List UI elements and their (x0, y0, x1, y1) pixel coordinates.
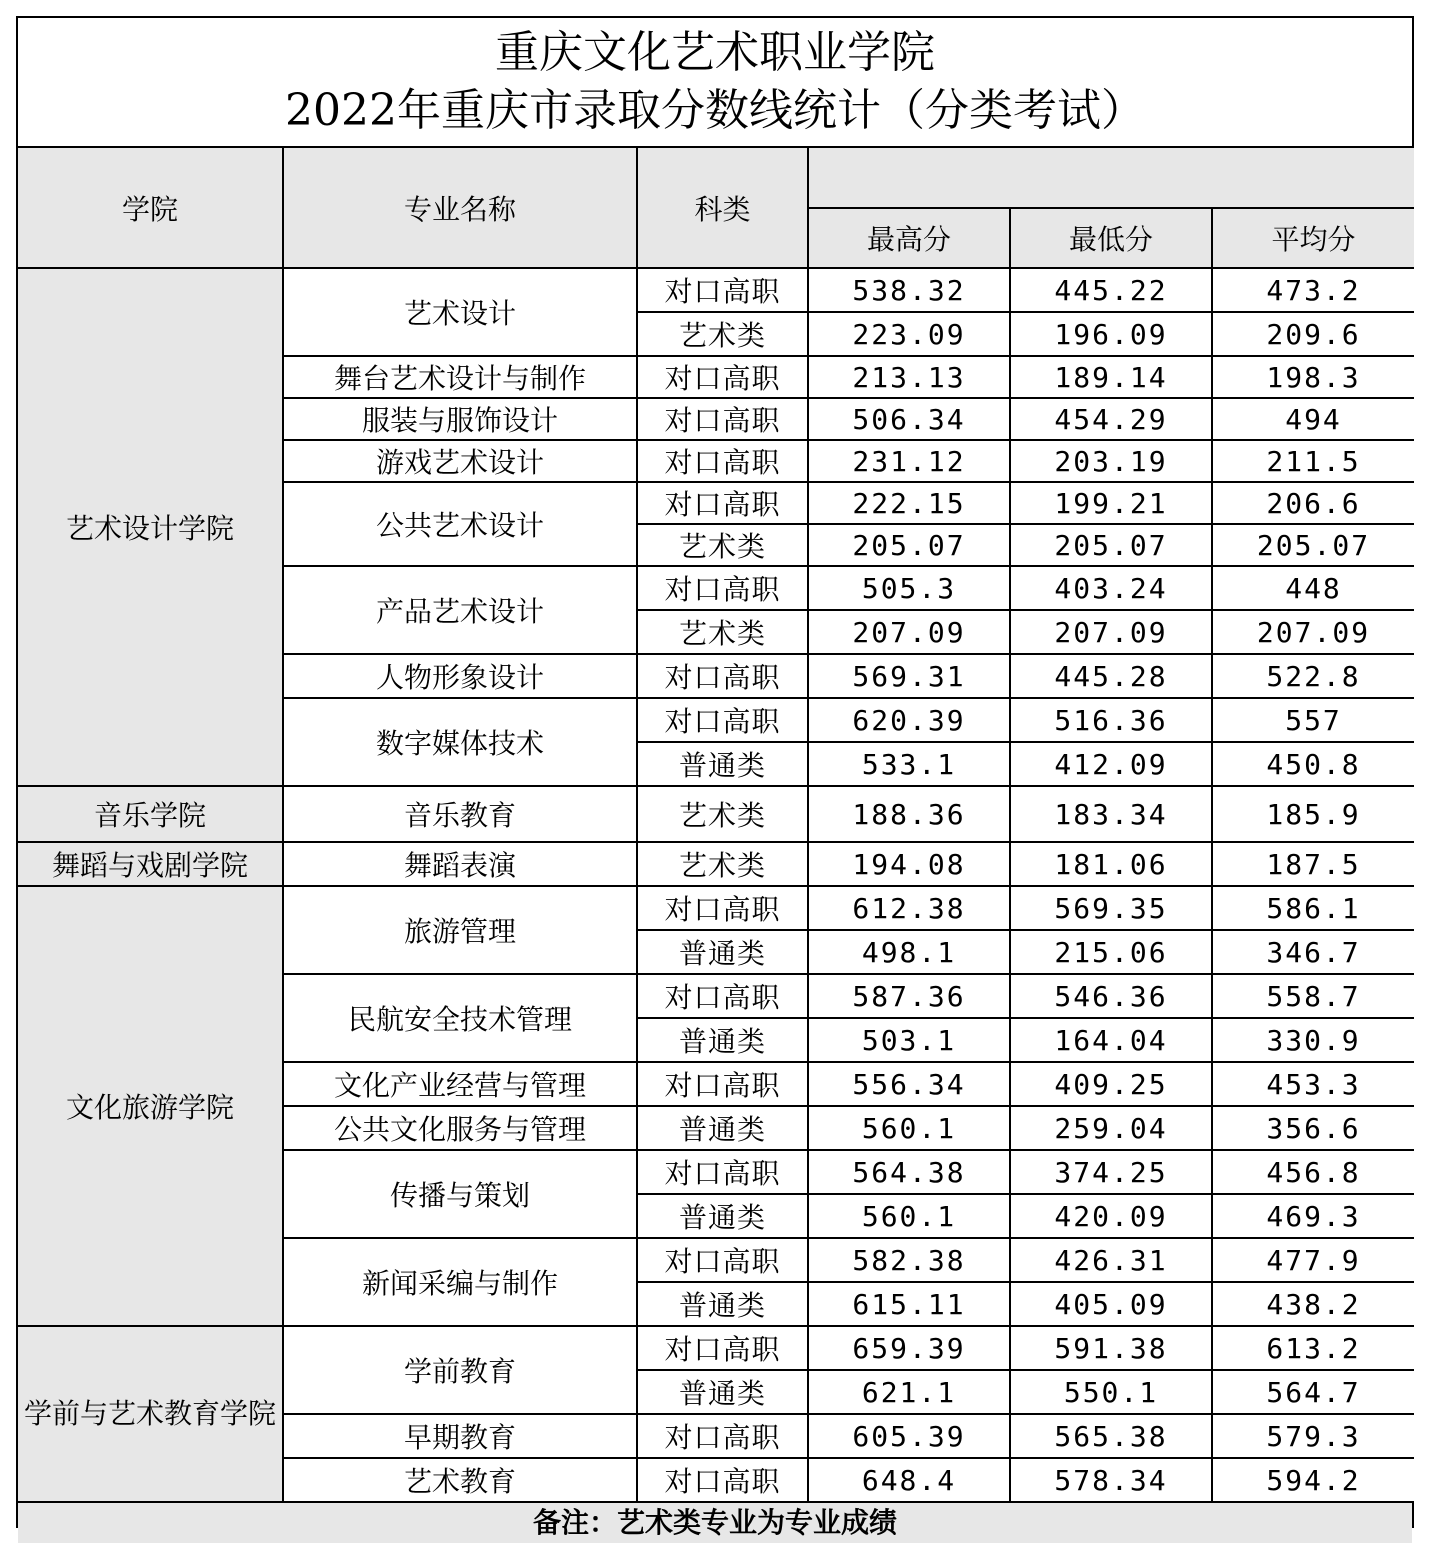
score-table (18, 148, 1414, 1503)
type-cell: 对口高职 (637, 1150, 808, 1194)
avg-score-cell: 450.8 (1212, 742, 1414, 786)
max-score-cell: 569.31 (808, 654, 1010, 698)
title-line-2: 2022年重庆市录取分数线统计（分类考试） (285, 85, 1145, 136)
type-cell: 普通类 (637, 930, 808, 974)
min-score-cell: 569.35 (1010, 886, 1212, 930)
table-body (18, 268, 1414, 1502)
type-cell: 对口高职 (637, 1326, 808, 1370)
max-score-cell: 556.34 (808, 1062, 1010, 1106)
college-cell: 学前与艺术教育学院 (18, 1326, 283, 1502)
max-score-cell: 648.4 (808, 1458, 1010, 1502)
avg-score-cell: 473.2 (1212, 268, 1414, 312)
major-cell: 文化产业经营与管理 (283, 1062, 637, 1106)
type-cell: 对口高职 (637, 1062, 808, 1106)
major-cell: 服装与服饰设计 (283, 398, 637, 440)
type-cell: 对口高职 (637, 440, 808, 482)
avg-score-cell: 469.3 (1212, 1194, 1414, 1238)
min-score-cell: 203.19 (1010, 440, 1212, 482)
avg-score-cell: 198.3 (1212, 356, 1414, 398)
major-cell: 游戏艺术设计 (283, 440, 637, 482)
type-cell: 对口高职 (637, 482, 808, 524)
major-cell: 音乐教育 (283, 786, 637, 842)
type-cell: 对口高职 (637, 1458, 808, 1502)
avg-score-cell: 330.9 (1212, 1018, 1414, 1062)
max-score-cell: 222.15 (808, 482, 1010, 524)
major-cell: 旅游管理 (283, 886, 637, 974)
min-score-cell: 181.06 (1010, 842, 1212, 886)
major-cell: 数字媒体技术 (283, 698, 637, 786)
table-row (18, 786, 1414, 842)
avg-score-cell: 579.3 (1212, 1414, 1414, 1458)
document-title (18, 18, 1412, 148)
max-score-cell: 612.38 (808, 886, 1010, 930)
major-cell: 公共文化服务与管理 (283, 1106, 637, 1150)
type-cell: 普通类 (637, 1282, 808, 1326)
college-cell: 文化旅游学院 (18, 886, 283, 1326)
type-cell: 对口高职 (637, 566, 808, 610)
table-row (18, 268, 1414, 312)
major-cell: 人物形象设计 (283, 654, 637, 698)
major-cell: 新闻采编与制作 (283, 1238, 637, 1326)
max-score-cell: 605.39 (808, 1414, 1010, 1458)
avg-score-cell: 477.9 (1212, 1238, 1414, 1282)
min-score-cell: 374.25 (1010, 1150, 1212, 1194)
type-cell: 对口高职 (637, 1238, 808, 1282)
max-score-cell: 620.39 (808, 698, 1010, 742)
major-cell: 艺术教育 (283, 1458, 637, 1502)
type-cell: 对口高职 (637, 398, 808, 440)
avg-score-cell: 185.9 (1212, 786, 1414, 842)
min-score-cell: 405.09 (1010, 1282, 1212, 1326)
header-score-group (808, 148, 1414, 208)
avg-score-cell: 209.6 (1212, 312, 1414, 356)
max-score-cell: 194.08 (808, 842, 1010, 886)
min-score-cell: 445.28 (1010, 654, 1212, 698)
type-cell: 对口高职 (637, 974, 808, 1018)
avg-score-cell: 356.6 (1212, 1106, 1414, 1150)
max-score-cell: 615.11 (808, 1282, 1010, 1326)
avg-score-cell: 206.6 (1212, 482, 1414, 524)
max-score-cell: 205.07 (808, 524, 1010, 566)
type-cell: 艺术类 (637, 842, 808, 886)
max-score-cell: 231.12 (808, 440, 1010, 482)
max-score-cell: 188.36 (808, 786, 1010, 842)
min-score-cell: 207.09 (1010, 610, 1212, 654)
avg-score-cell: 438.2 (1212, 1282, 1414, 1326)
footnote: 备注：艺术类专业为专业成绩 (18, 1503, 1412, 1543)
min-score-cell: 215.06 (1010, 930, 1212, 974)
avg-score-cell: 557 (1212, 698, 1414, 742)
min-score-cell: 426.31 (1010, 1238, 1212, 1282)
major-cell: 学前教育 (283, 1326, 637, 1414)
max-score-cell: 213.13 (808, 356, 1010, 398)
type-cell: 对口高职 (637, 698, 808, 742)
min-score-cell: 189.14 (1010, 356, 1212, 398)
max-score-cell: 498.1 (808, 930, 1010, 974)
type-cell: 艺术类 (637, 312, 808, 356)
header-avg: 平均分 (1212, 208, 1414, 268)
avg-score-cell: 448 (1212, 566, 1414, 610)
college-cell: 舞蹈与戏剧学院 (18, 842, 283, 886)
type-cell: 对口高职 (637, 356, 808, 398)
college-cell: 艺术设计学院 (18, 268, 283, 786)
min-score-cell: 412.09 (1010, 742, 1212, 786)
type-cell: 普通类 (637, 742, 808, 786)
max-score-cell: 506.34 (808, 398, 1010, 440)
max-score-cell: 503.1 (808, 1018, 1010, 1062)
table-row (18, 842, 1414, 886)
header-min: 最低分 (1010, 208, 1212, 268)
major-cell: 公共艺术设计 (283, 482, 637, 566)
avg-score-cell: 613.2 (1212, 1326, 1414, 1370)
major-cell: 舞蹈表演 (283, 842, 637, 886)
major-cell: 民航安全技术管理 (283, 974, 637, 1062)
type-cell: 对口高职 (637, 886, 808, 930)
table-row (18, 1326, 1414, 1370)
header-college: 学院 (18, 148, 283, 268)
min-score-cell: 454.29 (1010, 398, 1212, 440)
major-cell: 产品艺术设计 (283, 566, 637, 654)
college-cell: 音乐学院 (18, 786, 283, 842)
min-score-cell: 445.22 (1010, 268, 1212, 312)
min-score-cell: 199.21 (1010, 482, 1212, 524)
min-score-cell: 196.09 (1010, 312, 1212, 356)
score-sheet (16, 16, 1414, 1539)
type-cell: 艺术类 (637, 610, 808, 654)
max-score-cell: 621.1 (808, 1370, 1010, 1414)
max-score-cell: 560.1 (808, 1106, 1010, 1150)
title-line-1: 重庆文化艺术职业学院 (495, 27, 935, 78)
max-score-cell: 659.39 (808, 1326, 1010, 1370)
type-cell: 普通类 (637, 1370, 808, 1414)
max-score-cell: 538.32 (808, 268, 1010, 312)
avg-score-cell: 187.5 (1212, 842, 1414, 886)
type-cell: 艺术类 (637, 786, 808, 842)
major-cell: 早期教育 (283, 1414, 637, 1458)
max-score-cell: 560.1 (808, 1194, 1010, 1238)
major-cell: 舞台艺术设计与制作 (283, 356, 637, 398)
min-score-cell: 205.07 (1010, 524, 1212, 566)
avg-score-cell: 453.3 (1212, 1062, 1414, 1106)
avg-score-cell: 594.2 (1212, 1458, 1414, 1502)
max-score-cell: 587.36 (808, 974, 1010, 1018)
avg-score-cell: 494 (1212, 398, 1414, 440)
avg-score-cell: 211.5 (1212, 440, 1414, 482)
max-score-cell: 223.09 (808, 312, 1010, 356)
type-cell: 艺术类 (637, 524, 808, 566)
min-score-cell: 550.1 (1010, 1370, 1212, 1414)
header-type: 科类 (637, 148, 808, 268)
max-score-cell: 564.38 (808, 1150, 1010, 1194)
min-score-cell: 591.38 (1010, 1326, 1212, 1370)
max-score-cell: 533.1 (808, 742, 1010, 786)
avg-score-cell: 456.8 (1212, 1150, 1414, 1194)
min-score-cell: 565.38 (1010, 1414, 1212, 1458)
avg-score-cell: 522.8 (1212, 654, 1414, 698)
type-cell: 普通类 (637, 1018, 808, 1062)
major-cell: 传播与策划 (283, 1150, 637, 1238)
header-major: 专业名称 (283, 148, 637, 268)
major-cell: 艺术设计 (283, 268, 637, 356)
type-cell: 对口高职 (637, 268, 808, 312)
type-cell: 普通类 (637, 1106, 808, 1150)
min-score-cell: 403.24 (1010, 566, 1212, 610)
min-score-cell: 259.04 (1010, 1106, 1212, 1150)
avg-score-cell: 586.1 (1212, 886, 1414, 930)
avg-score-cell: 346.7 (1212, 930, 1414, 974)
min-score-cell: 183.34 (1010, 786, 1212, 842)
header-max: 最高分 (808, 208, 1010, 268)
avg-score-cell: 205.07 (1212, 524, 1414, 566)
avg-score-cell: 207.09 (1212, 610, 1414, 654)
min-score-cell: 516.36 (1010, 698, 1212, 742)
avg-score-cell: 564.7 (1212, 1370, 1414, 1414)
avg-score-cell: 558.7 (1212, 974, 1414, 1018)
min-score-cell: 409.25 (1010, 1062, 1212, 1106)
max-score-cell: 207.09 (808, 610, 1010, 654)
table-row (18, 886, 1414, 930)
max-score-cell: 505.3 (808, 566, 1010, 610)
type-cell: 对口高职 (637, 654, 808, 698)
type-cell: 对口高职 (637, 1414, 808, 1458)
min-score-cell: 164.04 (1010, 1018, 1212, 1062)
max-score-cell: 582.38 (808, 1238, 1010, 1282)
min-score-cell: 546.36 (1010, 974, 1212, 1018)
type-cell: 普通类 (637, 1194, 808, 1238)
min-score-cell: 578.34 (1010, 1458, 1212, 1502)
min-score-cell: 420.09 (1010, 1194, 1212, 1238)
